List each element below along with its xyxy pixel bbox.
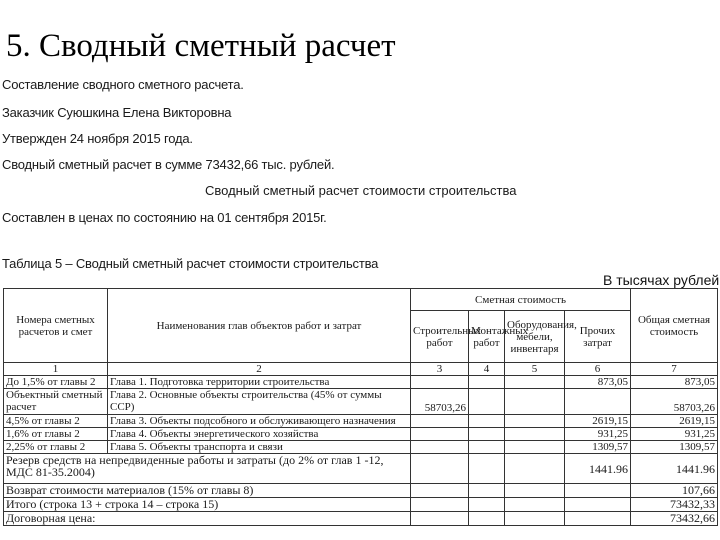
reserve-label: Резерв средств на непредвиденные работы и затраты (до 2% от глав 1 -12, МДС 81-35.2004) [4,454,411,484]
text-line-sum: Сводный сметный расчет в сумме 73432,66 тыс. рублей. [2,157,335,172]
row-mount [469,428,505,441]
empty-cell [469,484,505,498]
table-row [4,441,718,454]
empty-cell [411,498,469,512]
row-mount [469,441,505,454]
dogovor-label: Договорная цена: [4,512,411,526]
return-total: 107,66 [631,484,718,498]
row-equip [505,376,565,389]
row-build [411,415,469,428]
units-label: В тысячах рублей [603,272,720,288]
dogovor-total: 73432,66 [631,512,718,526]
row-basis: 1,6% от главы 2 [4,428,108,441]
header-total: Общая сметная стоимость [631,289,718,363]
empty-cell [469,498,505,512]
header-mount: Монтажных работ [469,311,505,363]
table-row-reserve [4,454,718,484]
itogo-total: 73432,33 [631,498,718,512]
col-number: 6 [565,363,631,376]
row-chapter: Глава 2. Основные объекты строительства (45% от суммы ССР) [108,389,411,415]
text-line-approved: Утвержден 24 ноября 2015 года. [2,131,193,146]
row-other: 873,05 [565,376,631,389]
row-mount [469,415,505,428]
table-row-dogovor [4,512,718,526]
empty-cell [505,498,565,512]
row-mount [469,389,505,415]
row-other [565,389,631,415]
empty-cell [505,484,565,498]
row-other: 2619,15 [565,415,631,428]
row-chapter: Глава 5. Объекты транспорта и связи [108,441,411,454]
text-line-subtitle: Сводный сметный расчет стоимости строительства [205,183,517,198]
row-basis: 2,25% от главы 2 [4,441,108,454]
slide-title: 5. Сводный сметный расчет [6,28,396,64]
empty-cell [469,512,505,526]
table-row [4,428,718,441]
col-number: 2 [108,363,411,376]
row-build: 58703,26 [411,389,469,415]
row-other: 1309,57 [565,441,631,454]
itogo-label: Итого (строка 13 + строка 14 – строка 15) [4,498,411,512]
text-line-customer: Заказчик Суюшкина Елена Викторовна [2,105,232,120]
row-basis: До 1,5% от главы 2 [4,376,108,389]
col-number: 1 [4,363,108,376]
reserve-total: 1441.96 [631,454,718,484]
row-build [411,428,469,441]
row-equip [505,428,565,441]
header-other: Прочих затрат [565,311,631,363]
table-row [4,389,718,415]
row-build [411,376,469,389]
row-mount [469,376,505,389]
row-basis: 4,5% от главы 2 [4,415,108,428]
empty-cell [565,512,631,526]
row-equip [505,389,565,415]
row-equip [505,415,565,428]
col-number: 4 [469,363,505,376]
row-equip [505,441,565,454]
col-number: 7 [631,363,718,376]
row-chapter: Глава 3. Объекты подсобного и обслуживающего назначения [108,415,411,428]
empty-cell [565,484,631,498]
estimate-table [3,288,718,526]
empty-cell [411,484,469,498]
header-equip: Оборудования, мебели, инвентаря [505,311,565,363]
table-row-itogo [4,498,718,512]
table-caption: Таблица 5 – Сводный сметный расчет стоимости строительства [2,256,379,271]
table-row [4,376,718,389]
empty-cell [565,498,631,512]
empty-cell [411,454,469,484]
empty-cell [505,512,565,526]
row-build [411,441,469,454]
row-basis: Объектный сметный расчет [4,389,108,415]
row-total: 931,25 [631,428,718,441]
header-number: Номера сметных расчетов и смет [4,289,108,363]
row-total: 1309,57 [631,441,718,454]
header-name: Наименования глав объектов работ и затрат [108,289,411,363]
reserve-other: 1441.96 [565,454,631,484]
table-row [4,415,718,428]
col-number: 5 [505,363,565,376]
header-smet-cost: Сметная стоимость [411,289,631,311]
col-number: 3 [411,363,469,376]
text-line-1: Составление сводного сметного расчета. [2,77,244,92]
row-chapter: Глава 4. Объекты энергетического хозяйства [108,428,411,441]
row-chapter: Глава 1. Подготовка территории строительства [108,376,411,389]
empty-cell [505,454,565,484]
empty-cell [469,454,505,484]
row-total: 2619,15 [631,415,718,428]
table-row-return [4,484,718,498]
row-total: 58703,26 [631,389,718,415]
row-other: 931,25 [565,428,631,441]
text-line-prices: Составлен в ценах по состоянию на 01 сентября 2015г. [2,210,327,225]
header-build: Строительных работ [411,311,469,363]
empty-cell [411,512,469,526]
row-total: 873,05 [631,376,718,389]
return-label: Возврат стоимости материалов (15% от главы 8) [4,484,411,498]
